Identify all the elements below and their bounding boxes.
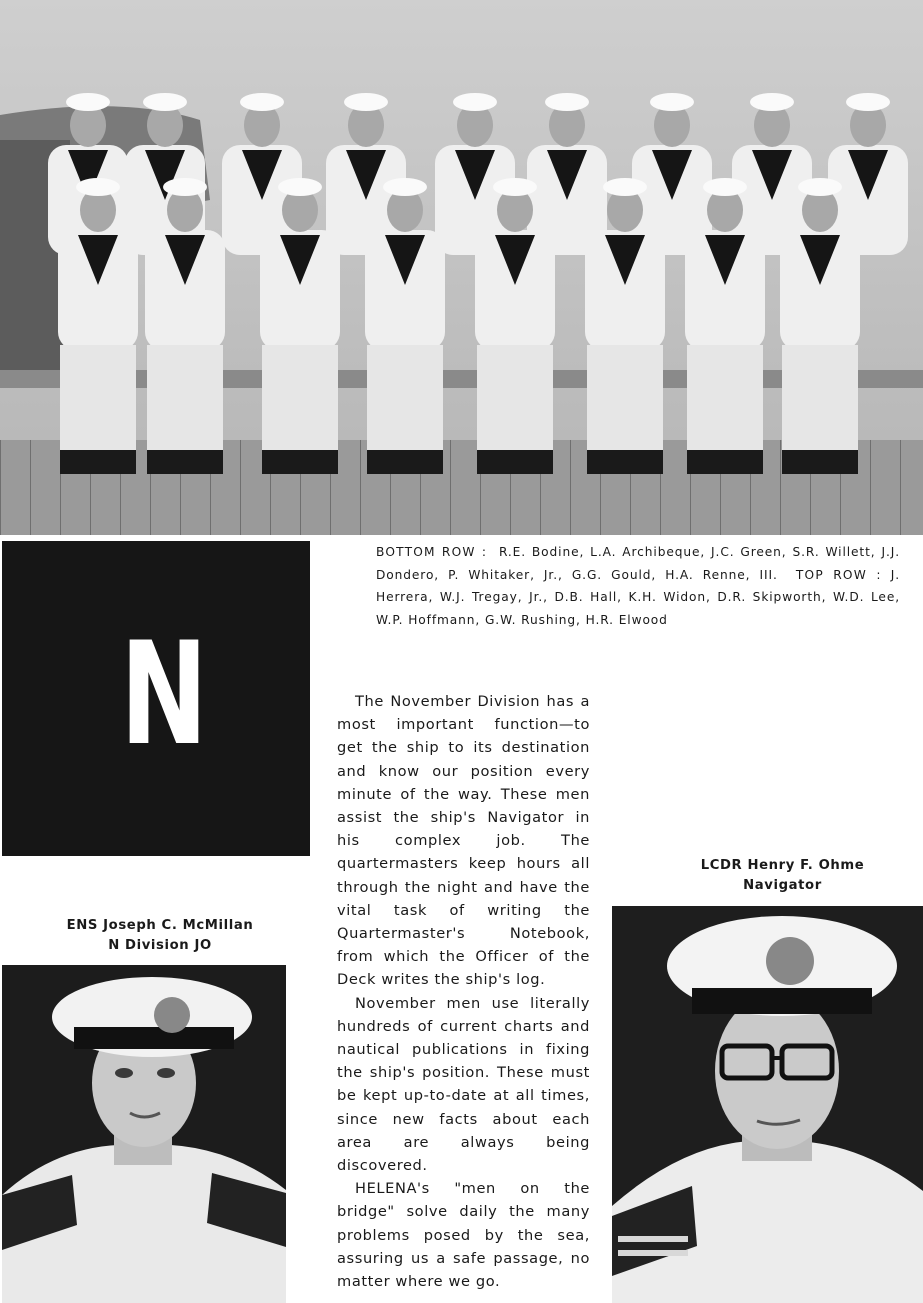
body-paragraph: HELENA's "men on the bridge" solve daily the many problems posed by the sea, assuring us a safe passage, no matter where we go. bbox=[337, 1180, 590, 1291]
photo-caption bbox=[376, 541, 900, 631]
body-paragraph: The November Division has a most important function—to get the ship to its destination and know our position every minute of the way. These men assist the ship's Navigator in his complex job. The quartermasters keep hours all through the night and have the vital task of writing the Quartermaster's Notebook, from which the Officer of the Deck writes the ship's log. bbox=[337, 693, 590, 989]
right-officer-name: LCDR Henry F. Ohme bbox=[700, 858, 865, 873]
division-letter: N bbox=[120, 612, 208, 777]
body-paragraph: November men use literally hundreds of current charts and nautical publications in fixing the ship's position. These must be kept up-to-date at all times, since new facts about each area are always being discovered. bbox=[337, 994, 590, 1175]
left-officer-caption bbox=[40, 916, 280, 956]
division-letter-block bbox=[2, 541, 310, 856]
group-photo bbox=[0, 0, 923, 535]
left-officer-title: N Division JO bbox=[108, 938, 212, 953]
left-officer-portrait bbox=[2, 965, 286, 1303]
caption-top-names: J. Herrera, W.J. Tregay, Jr., D.B. Hall, K.H. Widon, D.R. Skipworth, W.D. Lee, W.P. Hoffmann, G.W. Rushing, H.R. Elwood bbox=[376, 567, 900, 627]
division-description bbox=[337, 690, 590, 1293]
left-officer-name: ENS Joseph C. McMillan bbox=[66, 918, 254, 933]
caption-bottom-heading: BOTTOM ROW : bbox=[376, 545, 488, 559]
right-officer-title: Navigator bbox=[743, 878, 822, 893]
right-officer-portrait bbox=[612, 906, 923, 1303]
group-photo-image bbox=[0, 0, 923, 535]
caption-top-heading: TOP ROW : bbox=[795, 567, 882, 582]
left-portrait-image bbox=[2, 965, 286, 1303]
right-portrait-image bbox=[612, 906, 923, 1303]
right-officer-caption bbox=[655, 856, 910, 896]
caption-bottom-names: R.E. Bodine, L.A. Archibeque, J.C. Green, S.R. Willett, J.J. Dondero, P. Whitaker, Jr., G.G. Gould, H.A. Renne, III. bbox=[376, 545, 900, 582]
